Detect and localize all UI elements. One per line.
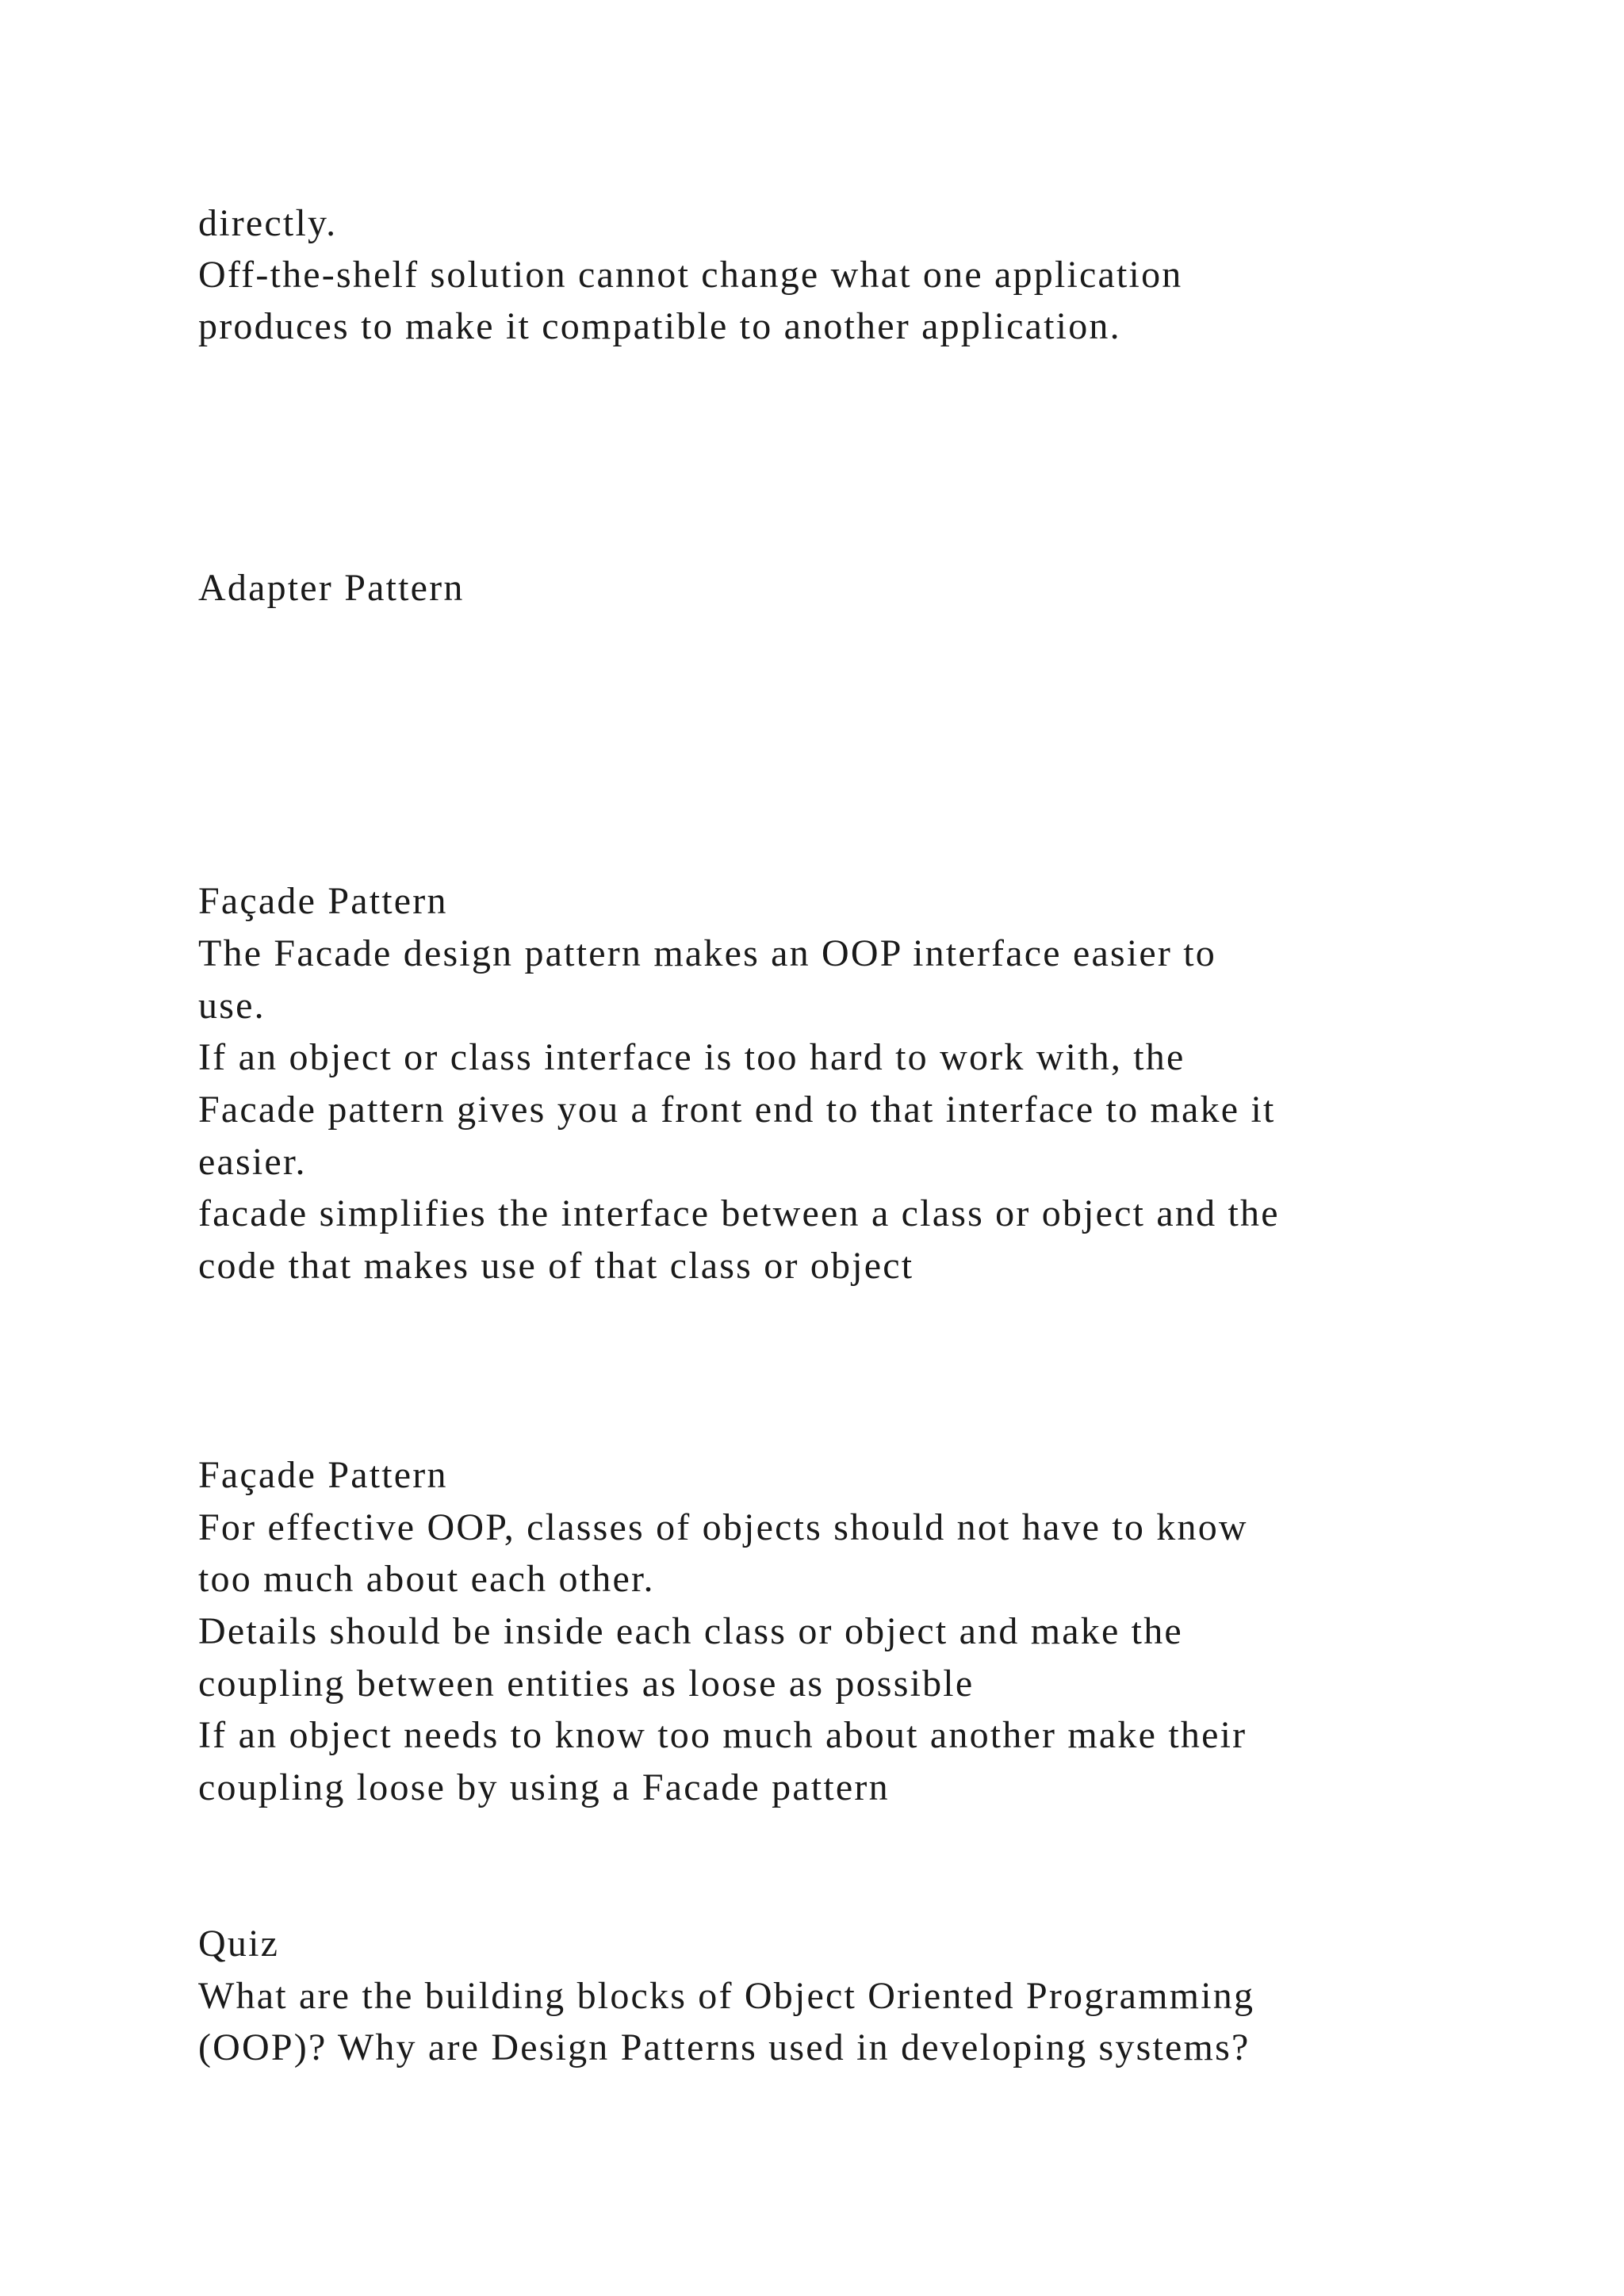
text-line: (OOP)? Why are Design Patterns used in developing systems? bbox=[198, 2026, 1251, 2068]
text-line: use. bbox=[198, 985, 266, 1027]
text-line: If an object or class interface is too hard to work with, the bbox=[198, 1036, 1185, 1078]
section-heading-adapter: Adapter Pattern bbox=[198, 567, 465, 609]
text-line: facade simplifies the interface between a class or object and the bbox=[198, 1192, 1280, 1234]
text-line: code that makes use of that class or object bbox=[198, 1245, 914, 1287]
text-line: directly. bbox=[198, 202, 338, 244]
text-line: Off-the-shelf solution cannot change what one application bbox=[198, 254, 1183, 296]
section-heading-facade: Façade Pattern bbox=[198, 1454, 448, 1496]
section-heading-quiz: Quiz bbox=[198, 1923, 280, 1965]
text-line: If an object needs to know too much about another make their bbox=[198, 1714, 1247, 1756]
text-line: The Facade design pattern makes an OOP interface easier to bbox=[198, 932, 1217, 974]
text-line: Details should be inside each class or object and make the bbox=[198, 1610, 1183, 1652]
text-line: coupling loose by using a Facade pattern bbox=[198, 1766, 890, 1808]
text-line: coupling between entities as loose as possible bbox=[198, 1663, 975, 1705]
text-line: too much about each other. bbox=[198, 1558, 655, 1600]
section-heading-facade: Façade Pattern bbox=[198, 880, 448, 922]
text-line: easier. bbox=[198, 1141, 307, 1183]
text-line: Facade pattern gives you a front end to that interface to make it bbox=[198, 1089, 1276, 1131]
text-line: What are the building blocks of Object Oriented Programming bbox=[198, 1975, 1255, 2017]
text-line: For effective OOP, classes of objects should not have to know bbox=[198, 1506, 1248, 1548]
text-line: produces to make it compatible to another application. bbox=[198, 305, 1121, 347]
